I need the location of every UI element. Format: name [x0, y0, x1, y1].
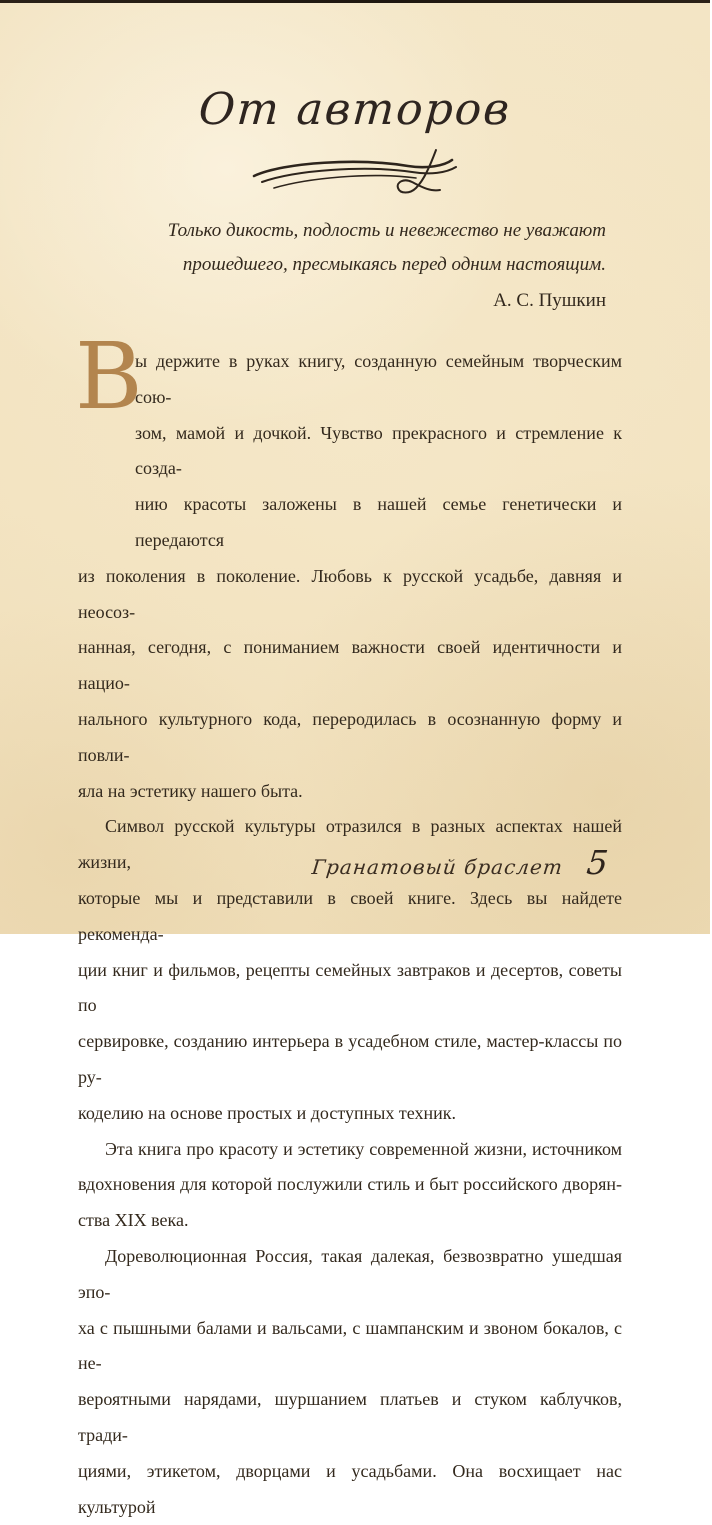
- body-line: ха с пышными балами и вальсами, с шампанским и звоном бокалов, с не-: [78, 1317, 622, 1374]
- epigraph-line: Только дикость, подлость и невежество не уважают: [167, 220, 606, 241]
- epigraph-line: прошедшего, пресмыкаясь перед одним настоящим.: [182, 254, 606, 275]
- body-line: Эта книга про красоту и эстетику современной жизни, источником: [105, 1138, 622, 1159]
- footer-page-number: 5: [584, 843, 611, 882]
- body-line: циями, этикетом, дворцами и усадьбами. Она восхищает нас культурой: [78, 1460, 622, 1517]
- epigraph-attribution: А. С. Пушкин: [493, 290, 606, 311]
- body-line: ства XIX века.: [78, 1210, 189, 1231]
- body-line: вдохновения для которой послужили стиль и быт российского дворян-: [78, 1174, 622, 1195]
- body-line: яла на эстетику нашего быта.: [78, 780, 303, 801]
- flourish-container: [0, 150, 710, 207]
- body-line: зом, мамой и дочкой. Чувство прекрасного и стремление к созда-: [135, 422, 622, 479]
- body-text: [75, 323, 622, 1525]
- flourish-icon: [240, 189, 470, 206]
- body-line: нию красоты заложены в нашей семье генетически и передаются: [135, 494, 622, 550]
- body-line: ы держите в руках книгу, созданную семейным творческим сою-: [135, 351, 622, 407]
- footer-book-title: Гранатовый браслет: [310, 855, 565, 879]
- body-line: нанная, сегодня, с пониманием важности своей идентичности и нацио-: [78, 637, 622, 694]
- body-line: Дореволюционная Россия, такая далекая, безвозвратно ушедшая эпо-: [78, 1245, 622, 1302]
- body-line: Символ русской культуры отразился в разных аспектах нашей жизни,: [78, 816, 622, 873]
- body-line: из поколения в поколение. Любовь к русской усадьбе, давняя и неосоз-: [78, 565, 622, 622]
- body-line: коделию на основе простых и доступных техник.: [78, 1102, 456, 1123]
- body-line: нального культурного кода, переродилась в осознанную форму и повли-: [78, 708, 622, 765]
- body-line: вероятными нарядами, шуршанием платьев и стуком каблучков, тради-: [78, 1389, 622, 1445]
- body-line: сервировке, созданию интерьера в усадебном стиле, мастер-классы по ру-: [78, 1031, 622, 1087]
- page-top-edge: [0, 0, 710, 3]
- epigraph: [66, 214, 606, 318]
- body-line: которые мы и представили в своей книге. Здесь вы найдете рекоменда-: [78, 887, 622, 944]
- page-title: От авторов: [197, 84, 513, 135]
- drop-cap: В: [75, 323, 143, 430]
- body-line: ции книг и фильмов, рецепты семейных завтраков и десертов, советы по: [78, 959, 622, 1016]
- page-footer: [0, 843, 611, 882]
